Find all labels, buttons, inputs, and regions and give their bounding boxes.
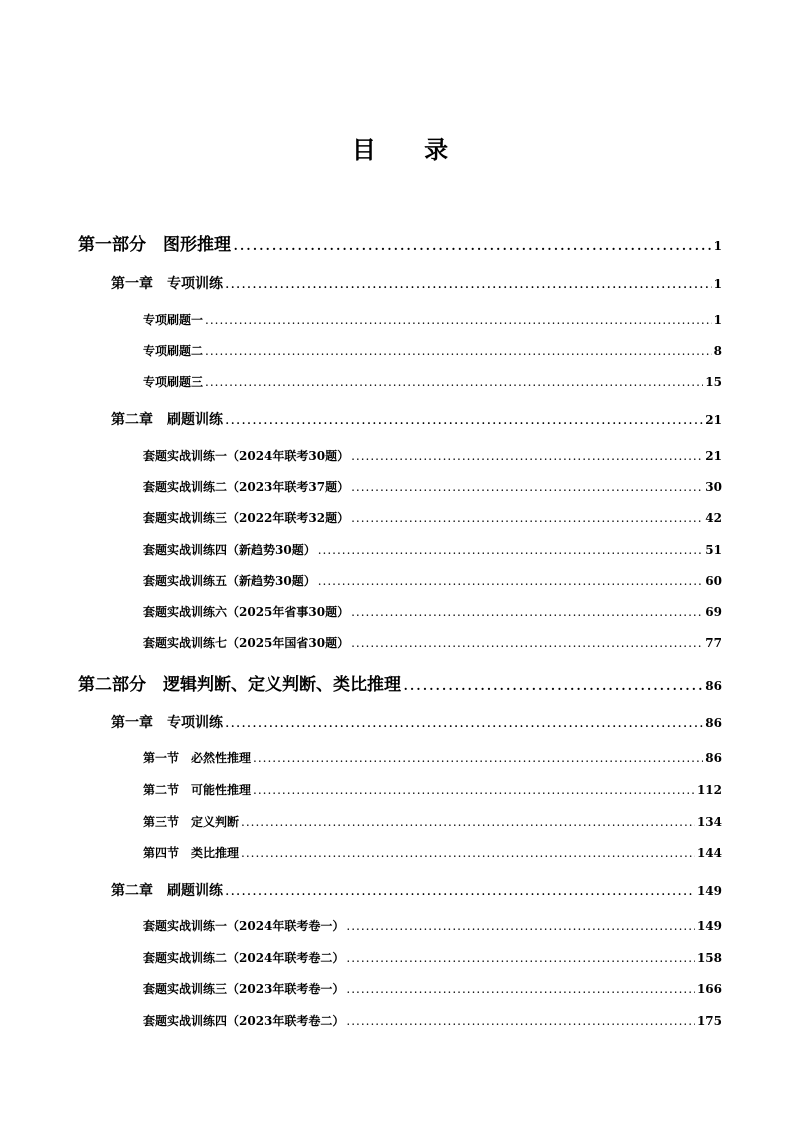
toc-entry-section[interactable]: [143, 781, 722, 798]
toc-entry-label: 套题实战训练三（2023年联考卷一）: [143, 982, 345, 996]
toc-entry-label: 套题实战训练三（2022年联考32题）: [143, 511, 350, 525]
dot-leader: [351, 636, 703, 650]
dot-leader: [225, 883, 695, 899]
dot-leader: [351, 480, 703, 494]
toc-entry-chapter[interactable]: [111, 273, 722, 293]
dot-leader: [318, 543, 704, 557]
toc-entry-page: 86: [705, 679, 722, 693]
toc-entry-label: 第四节 类比推理: [143, 846, 240, 860]
toc-entry-page: 112: [696, 783, 722, 797]
toc-entry-label: 第二章 刷题训练: [111, 883, 223, 899]
dot-leader: [225, 715, 703, 731]
toc-entry-section[interactable]: [143, 917, 722, 934]
toc-entry-page: 1: [713, 313, 722, 327]
toc-entry-label: 套题实战训练七（2025年国省30题）: [143, 636, 350, 650]
dot-leader: [205, 344, 712, 358]
toc-entry-section[interactable]: [143, 980, 722, 997]
toc-entry-page: 149: [696, 919, 722, 933]
toc-entry-section[interactable]: [143, 844, 722, 861]
dot-leader: [205, 375, 703, 389]
dot-leader: [225, 412, 703, 428]
toc-entry-page: 149: [696, 884, 722, 898]
toc-entry-section[interactable]: [143, 447, 722, 464]
toc-entry-label: 专项刷题二: [143, 344, 204, 358]
toc-entry-section[interactable]: [143, 1012, 722, 1029]
dot-leader: [351, 605, 703, 619]
toc-entry-page: 21: [705, 413, 722, 427]
dot-leader: [351, 511, 703, 525]
toc-entry-page: 1: [713, 277, 722, 291]
toc-entry-page: 60: [705, 574, 722, 588]
dot-leader: [241, 815, 695, 829]
dot-leader: [346, 951, 695, 965]
toc-entry-page: 21: [705, 449, 722, 463]
toc-entry-part[interactable]: [78, 670, 722, 695]
toc-entry-section[interactable]: [143, 373, 722, 390]
toc-entry-label: 套题实战训练四（2023年联考卷二）: [143, 1014, 345, 1028]
dot-leader: [346, 1014, 695, 1028]
toc-entry-section[interactable]: [143, 949, 722, 966]
toc-entry-page: 1: [713, 239, 722, 253]
toc-entry-label: 第二章 刷题训练: [111, 412, 223, 428]
toc-entry-label: 第一部分 图形推理: [78, 235, 231, 255]
toc-entry-page: 77: [705, 636, 722, 650]
toc-entry-label: 套题实战训练六（2025年省事30题）: [143, 605, 350, 619]
toc-entry-label: 第三节 定义判断: [143, 815, 240, 829]
toc-entry-chapter[interactable]: [111, 409, 722, 429]
toc-entry-section[interactable]: [143, 813, 722, 830]
toc-entry-section[interactable]: [143, 509, 722, 526]
toc-entry-label: 套题实战训练五（新趋势30题）: [143, 574, 316, 588]
toc-entry-section[interactable]: [143, 311, 722, 328]
toc-entry-page: 42: [705, 511, 722, 525]
toc-entry-label: 套题实战训练四（新趋势30题）: [143, 543, 316, 557]
dot-leader: [318, 574, 704, 588]
toc-entry-page: 30: [705, 480, 722, 494]
toc-entry-label: 专项刷题一: [143, 313, 204, 327]
dot-leader: [253, 783, 695, 797]
toc-entry-label: 套题实战训练一（2024年联考30题）: [143, 449, 350, 463]
toc-entry-part[interactable]: [78, 230, 722, 255]
toc-entry-label: 第一章 专项训练: [111, 715, 223, 731]
toc-entry-page: 175: [696, 1014, 722, 1028]
toc-entry-page: 86: [705, 751, 722, 765]
toc-entry-section[interactable]: [143, 572, 722, 589]
toc-entry-label: 第二节 可能性推理: [143, 783, 252, 797]
toc-entry-label: 套题实战训练二（2024年联考卷二）: [143, 951, 345, 965]
dot-leader: [205, 313, 712, 327]
toc-entry-section[interactable]: [143, 749, 722, 766]
toc-entry-section[interactable]: [143, 603, 722, 620]
dot-leader: [233, 235, 712, 255]
toc-entry-label: 第一节 必然性推理: [143, 751, 252, 765]
toc-entry-page: 69: [705, 605, 722, 619]
toc-entry-label: 套题实战训练二（2023年联考37题）: [143, 480, 350, 494]
dot-leader: [346, 919, 695, 933]
toc-entry-section[interactable]: [143, 342, 722, 359]
toc-entry-page: 8: [713, 344, 722, 358]
toc-entry-label: 第一章 专项训练: [111, 276, 223, 292]
toc-entry-page: 144: [696, 846, 722, 860]
page-title: 目 录: [351, 135, 469, 164]
toc-entry-page: 86: [705, 716, 722, 730]
dot-leader: [403, 675, 703, 695]
toc-entry-section[interactable]: [143, 634, 722, 651]
toc-entry-page: 15: [705, 375, 722, 389]
dot-leader: [351, 449, 703, 463]
toc-entry-label: 专项刷题三: [143, 375, 204, 389]
toc-entry-page: 134: [696, 815, 722, 829]
dot-leader: [241, 846, 695, 860]
toc-entry-chapter[interactable]: [111, 880, 722, 900]
toc-entry-page: 158: [696, 951, 722, 965]
dot-leader: [253, 751, 703, 765]
dot-leader: [346, 982, 695, 996]
toc-entry-page: 51: [705, 543, 722, 557]
toc-entry-chapter[interactable]: [111, 712, 722, 732]
toc-entry-page: 166: [696, 982, 722, 996]
toc-entry-section[interactable]: [143, 478, 722, 495]
toc-entry-section[interactable]: [143, 541, 722, 558]
dot-leader: [225, 276, 712, 292]
toc-entry-label: 第二部分 逻辑判断、定义判断、类比推理: [78, 675, 401, 695]
toc-entry-label: 套题实战训练一（2024年联考卷一）: [143, 919, 345, 933]
